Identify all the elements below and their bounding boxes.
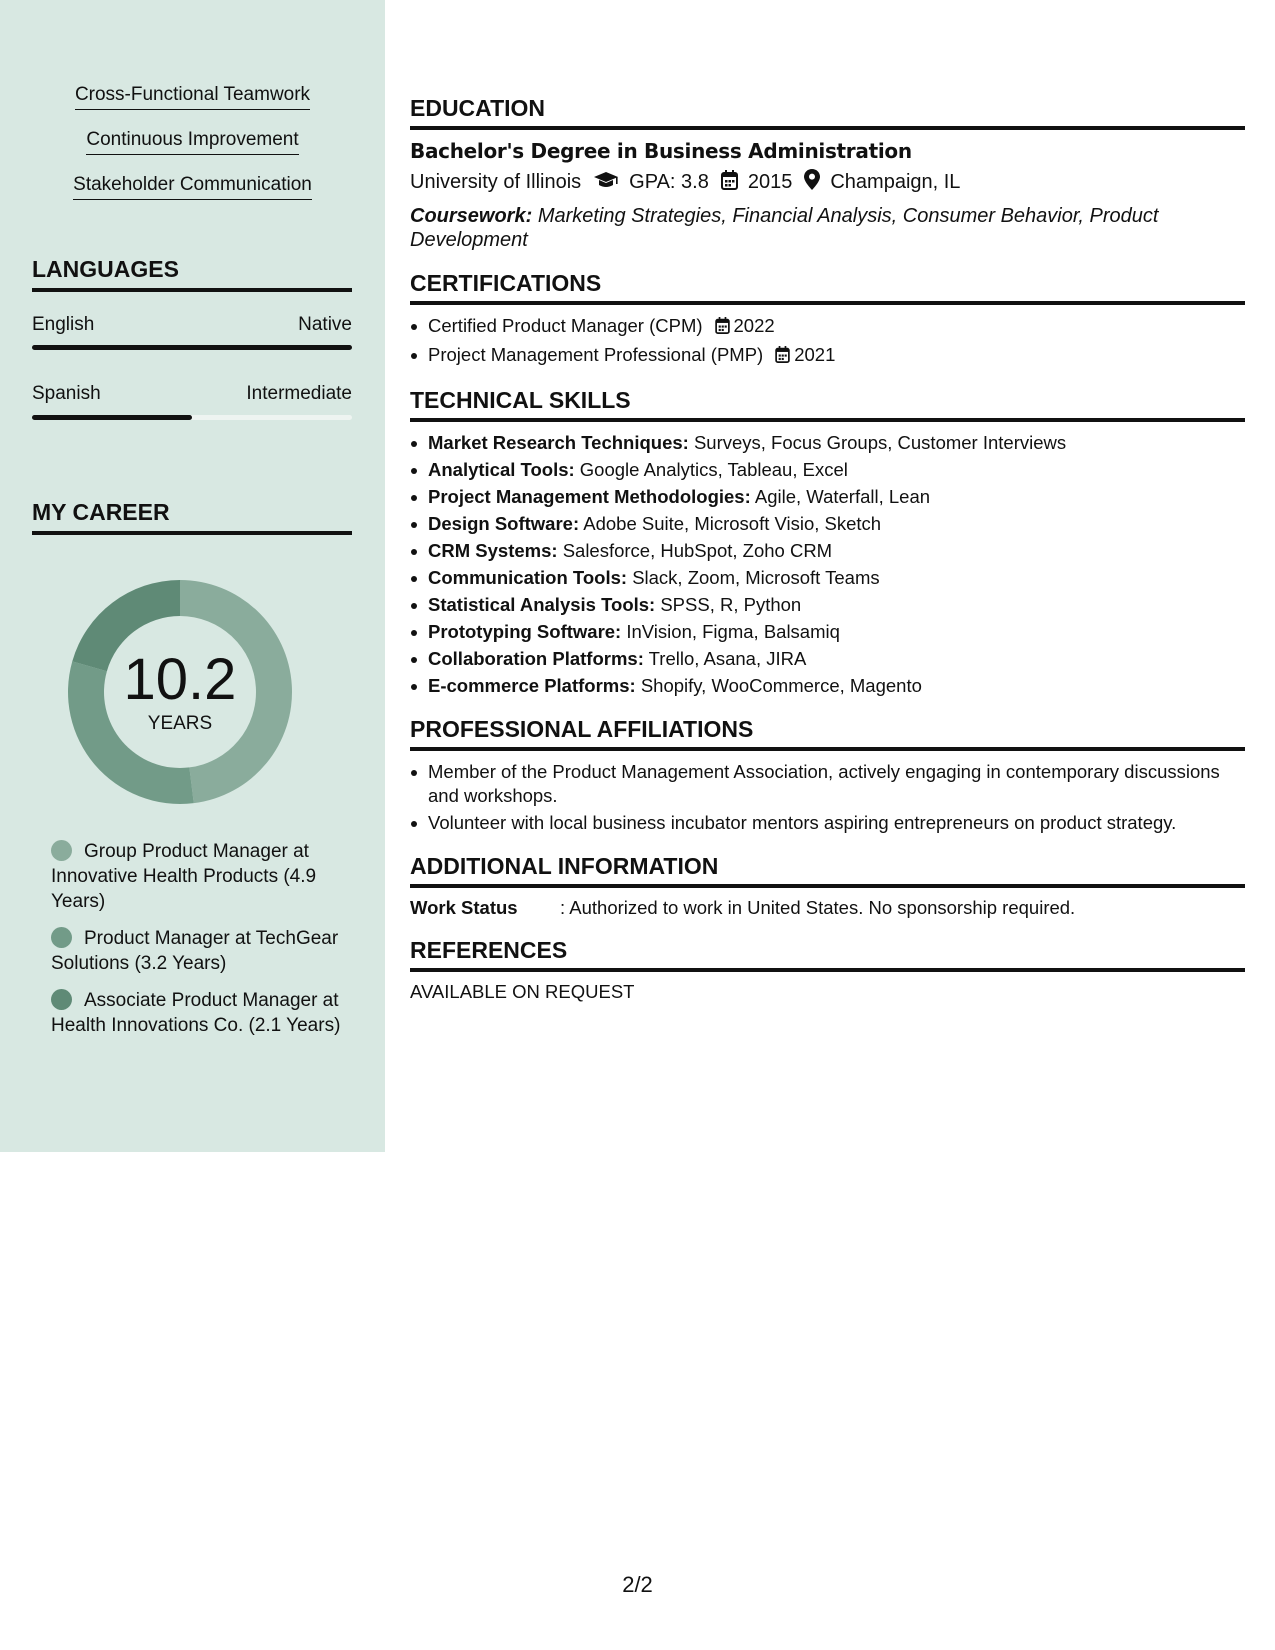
technical-skills-section	[410, 387, 1245, 698]
additional-info-heading: ADDITIONAL INFORMATION	[410, 853, 1245, 888]
career-total-value: 10.2	[123, 647, 237, 712]
calendar-icon	[721, 170, 738, 196]
language-proficiency-bar	[32, 415, 352, 420]
language-row	[32, 314, 352, 336]
career-total	[65, 577, 295, 807]
skill-tag: Cross-Functional Teamwork	[0, 84, 385, 110]
skill-item: CRM Systems: Salesforce, HubSpot, Zoho CRM	[410, 539, 1245, 563]
career-legend-dot	[51, 989, 72, 1010]
work-status-row	[410, 897, 1245, 919]
certifications-section	[410, 270, 1245, 369]
work-status-label: Work Status	[410, 897, 518, 918]
language-proficiency-bar	[32, 345, 352, 350]
main-content	[410, 0, 1245, 1021]
references-text: AVAILABLE ON REQUEST	[410, 981, 635, 1002]
affiliations-heading: PROFESSIONAL AFFILIATIONS	[410, 716, 1245, 751]
references-section	[410, 937, 1245, 1003]
graduation-cap-icon	[593, 171, 619, 195]
degree-title: Bachelor's Degree in Business Administration	[410, 139, 912, 163]
affiliations-list	[410, 760, 1245, 835]
skill-item: Prototyping Software: InVision, Figma, Balsamiq	[410, 620, 1245, 644]
technical-skills-heading: TECHNICAL SKILLS	[410, 387, 1245, 422]
language-name: English	[32, 314, 95, 335]
career-donut-chart	[65, 577, 295, 807]
skill-tag: Stakeholder Communication	[0, 174, 385, 200]
affiliation-item: Member of the Product Management Association, actively engaging in contemporary discussions and workshops.	[410, 760, 1245, 808]
skill-item: Analytical Tools: Google Analytics, Tableau, Excel	[410, 458, 1245, 482]
certification-item: Certified Product Manager (CPM) 2022	[410, 314, 1245, 340]
certification-item: Project Management Professional (PMP) 2021	[410, 343, 1245, 369]
coursework-label: Coursework:	[410, 205, 533, 227]
career-item: Group Product Manager at Innovative Health Products (4.9 Years)	[51, 841, 317, 912]
affiliations-section	[410, 716, 1245, 835]
languages-heading: LANGUAGES	[32, 256, 352, 292]
career-item: Product Manager at TechGear Solutions (3.2 Years)	[51, 928, 339, 974]
education-heading: EDUCATION	[410, 95, 1245, 130]
affiliation-item: Volunteer with local business incubator mentors aspiring entrepreneurs on product strategy.	[410, 811, 1245, 835]
additional-info-section	[410, 853, 1245, 919]
school-name: University of Illinois	[410, 171, 582, 193]
skill-item: Statistical Analysis Tools: SPSS, R, Python	[410, 593, 1245, 617]
career-legend-dot	[51, 840, 72, 861]
career-list	[51, 839, 341, 1050]
skill-item: Collaboration Platforms: Trello, Asana, JIRA	[410, 647, 1245, 671]
education-meta	[410, 169, 1245, 196]
calendar-icon	[775, 345, 790, 369]
career-item: Associate Product Manager at Health Innovations Co. (2.1 Years)	[51, 990, 341, 1036]
skill-item: Design Software: Adobe Suite, Microsoft Visio, Sketch	[410, 512, 1245, 536]
page-number: 2/2	[622, 1572, 653, 1597]
certification-year: 2022	[733, 315, 775, 336]
skill-tag: Continuous Improvement	[0, 129, 385, 155]
language-row	[32, 383, 352, 405]
language-proficiency-fill	[32, 415, 192, 420]
certifications-list	[410, 314, 1245, 369]
graduation-year: 2015	[747, 171, 793, 193]
certifications-heading: CERTIFICATIONS	[410, 270, 1245, 305]
school-location: Champaign, IL	[830, 171, 961, 193]
education-section	[410, 95, 1245, 252]
map-pin-icon	[804, 169, 820, 196]
language-level: Native	[298, 314, 352, 335]
sidebar	[0, 0, 385, 1152]
skill-item: Market Research Techniques: Surveys, Focus Groups, Customer Interviews	[410, 431, 1245, 455]
language-name: Spanish	[32, 383, 101, 404]
career-legend-dot	[51, 927, 72, 948]
gpa: GPA: 3.8	[629, 171, 709, 193]
calendar-icon	[715, 316, 730, 340]
language-level: Intermediate	[246, 383, 352, 404]
skill-item: Project Management Methodologies: Agile, Waterfall, Lean	[410, 485, 1245, 509]
skill-item: E-commerce Platforms: Shopify, WooCommerce, Magento	[410, 674, 1245, 698]
language-proficiency-fill	[32, 345, 352, 350]
references-heading: REFERENCES	[410, 937, 1245, 972]
career-total-unit: YEARS	[147, 713, 213, 734]
skill-item: Communication Tools: Slack, Zoom, Microsoft Teams	[410, 566, 1245, 590]
coursework	[410, 204, 1245, 252]
technical-skills-list	[410, 431, 1245, 698]
career-heading: MY CAREER	[32, 499, 352, 535]
certification-year: 2021	[794, 344, 836, 365]
work-status-value: : Authorized to work in United States. No sponsorship required.	[560, 897, 1076, 918]
coursework-list: Marketing Strategies, Financial Analysis, Consumer Behavior, Product Development	[410, 205, 1159, 251]
